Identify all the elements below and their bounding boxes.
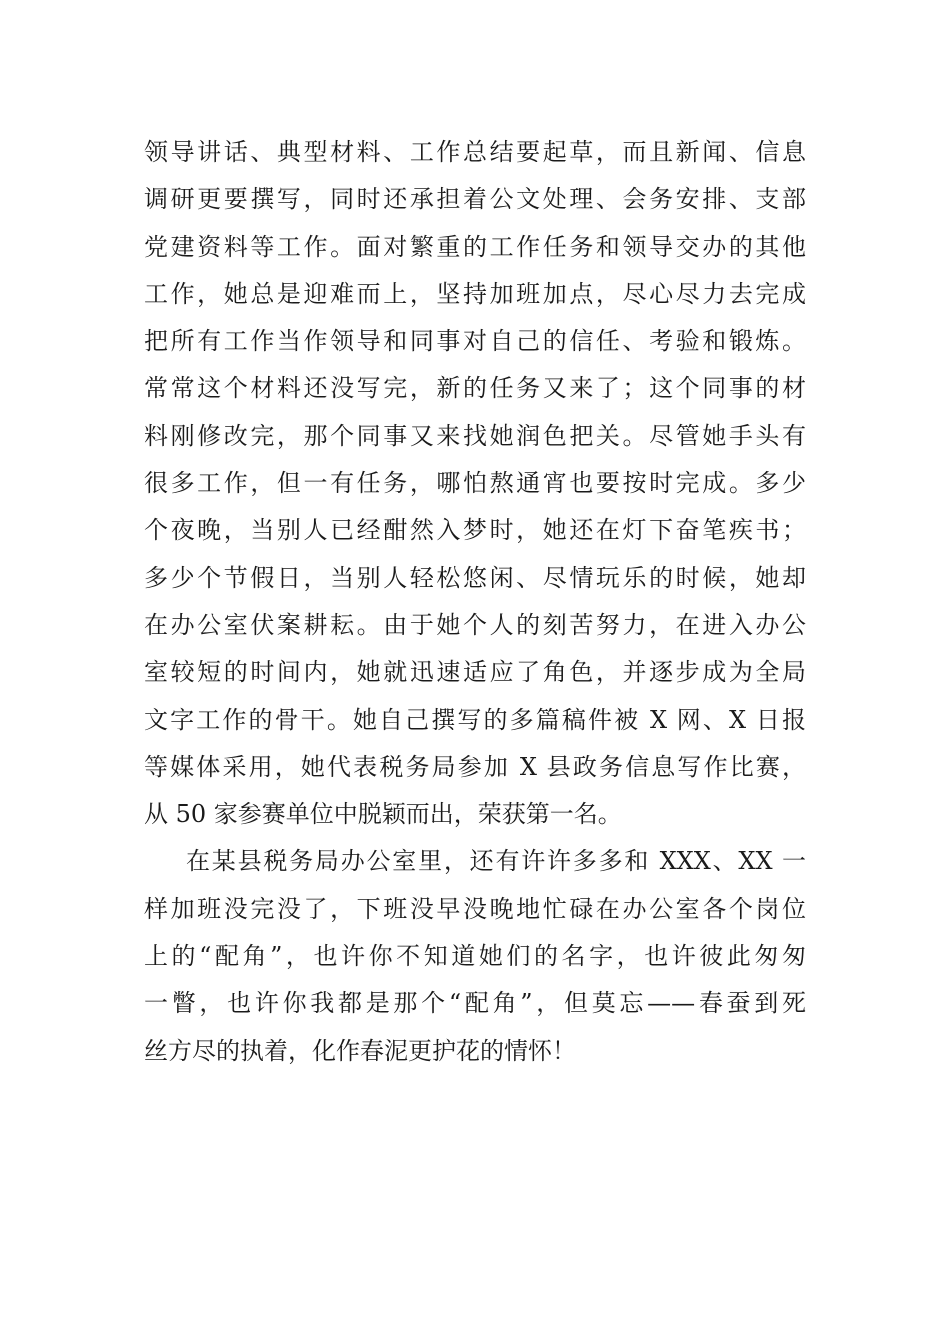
text-line: 料刚修改完，那个同事又来找她润色把关。尽管她手头有 <box>144 421 806 450</box>
text-line: 把所有工作当作领导和同事对自己的信任、考验和锻炼。 <box>144 327 806 356</box>
text-line: 一瞥，也许你我都是那个“配角”，但莫忘——春蚕到死 <box>144 989 806 1018</box>
text-line: 个夜晚，当别人已经酣然入梦时，她还在灯下奋笔疾书； <box>144 516 806 545</box>
text-line: 常常这个材料还没写完，新的任务又来了；这个同事的材 <box>144 374 806 403</box>
text-line: 多少个节假日，当别人轻松悠闲、尽情玩乐的时候，她却 <box>144 563 806 592</box>
text-line: 文字工作的骨干。她自己撰写的多篇稿件被 X 网、X 日报 <box>144 705 806 734</box>
paragraph-2 <box>144 838 806 1074</box>
text-line: 领导讲话、典型材料、工作总结要起草，而且新闻、信息 <box>144 138 806 166</box>
text-line: 在某县税务局办公室里，还有许许多多和 XXX、XX 一 <box>186 847 806 876</box>
text-line: 调研更要撰写，同时还承担着公文处理、会务安排、支部 <box>144 185 806 214</box>
text-line: 上的“配角”，也许你不知道她们的名字，也许彼此匆匆 <box>144 942 806 971</box>
text-line: 在办公室伏案耕耘。由于她个人的刻苦努力，在进入办公 <box>144 610 806 639</box>
text-line: 样加班没完没了，下班没早没晚地忙碌在办公室各个岗位 <box>144 894 806 923</box>
text-line: 党建资料等工作。面对繁重的工作任务和领导交办的其他 <box>144 232 806 261</box>
text-line: 丝方尽的执着，化作春泥更护花的情怀！ <box>144 1036 576 1065</box>
text-line: 室较短的时间内，她就迅速适应了角色，并逐步成为全局 <box>144 658 806 687</box>
document-body <box>144 129 806 1075</box>
text-line: 等媒体采用，她代表税务局参加 X 县政务信息写作比赛， <box>144 752 806 781</box>
text-line: 从 50 家参赛单位中脱颖而出，荣获第一名。 <box>144 800 622 829</box>
text-line: 很多工作，但一有任务，哪怕熬通宵也要按时完成。多少 <box>144 469 806 498</box>
text-line: 工作，她总是迎难而上，坚持加班加点，尽心尽力去完成 <box>144 279 806 308</box>
paragraph-1 <box>144 129 806 838</box>
